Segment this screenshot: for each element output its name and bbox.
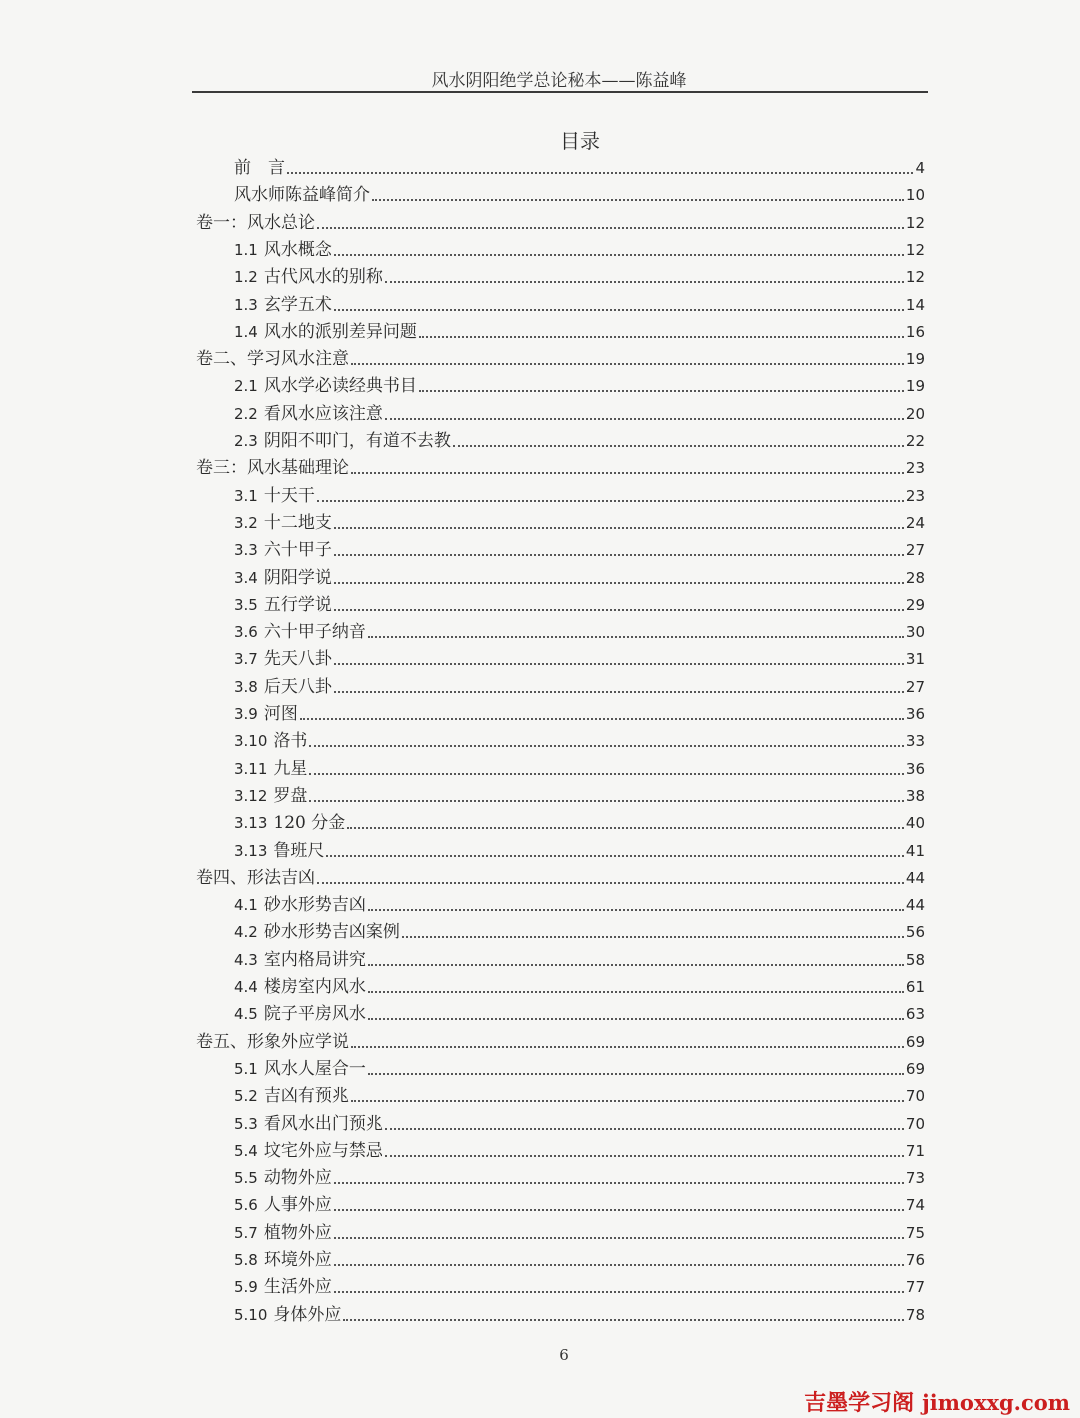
toc-entry[interactable]	[234, 753, 925, 780]
toc-entry-label: 卷三：风水基础理论	[196, 458, 349, 478]
dot-leader	[326, 854, 904, 857]
toc-entry-number: 4.5	[234, 1005, 258, 1023]
dot-leader	[385, 280, 904, 283]
toc-entry[interactable]	[234, 179, 925, 206]
toc-entry-page: 30	[905, 623, 925, 641]
toc-entry-label: 植物外应	[263, 1223, 332, 1243]
toc-entry[interactable]	[234, 425, 925, 452]
dot-leader	[453, 444, 904, 447]
toc-entry-page: 69	[905, 1060, 925, 1078]
toc-entry-label: 吉凶有预兆	[263, 1086, 349, 1106]
toc-entry-number: 1.4	[234, 323, 258, 341]
toc-entry-page: 29	[905, 596, 925, 614]
toc-entry-page: 19	[905, 350, 925, 368]
toc-entry-label: 卷五、形象外应学说	[196, 1032, 349, 1052]
toc-entry-page: 38	[905, 787, 925, 805]
toc-entry[interactable]	[234, 316, 925, 343]
toc-entry[interactable]	[234, 1162, 925, 1189]
toc-entry-label: 卷四、形法吉凶	[196, 868, 315, 888]
dot-leader	[368, 1072, 904, 1075]
toc-entry-page: 27	[905, 541, 925, 559]
dot-leader	[351, 471, 904, 474]
toc-entry-number: 1.1	[234, 241, 258, 259]
toc-entry-number: 1.3	[234, 296, 258, 314]
toc-entry[interactable]	[234, 370, 925, 397]
toc-entry-page: 56	[905, 923, 925, 941]
toc-entry-number: 3.6	[234, 623, 258, 641]
toc-entry[interactable]	[234, 944, 925, 971]
toc-entry-label: 九星	[273, 759, 308, 779]
toc-entry-number: 5.1	[234, 1060, 258, 1078]
toc-entry-number: 2.3	[234, 432, 258, 450]
dot-leader	[385, 1127, 904, 1130]
toc-entry-page: 4	[915, 159, 925, 177]
dot-leader	[351, 1099, 904, 1102]
toc-entry-label: 阴阳不叩门，有道不去教	[263, 431, 451, 451]
watermark	[804, 1386, 1070, 1417]
toc-entry-number: 4.3	[234, 951, 258, 969]
toc-entry-page: 71	[905, 1142, 925, 1160]
watermark-cn: 吉墨学习阁	[804, 1391, 915, 1416]
toc-entry[interactable]	[234, 671, 925, 698]
toc-entry-number: 5.4	[234, 1142, 258, 1160]
toc-entry-label: 室内格局讲究	[263, 950, 366, 970]
toc-entry[interactable]	[234, 1135, 925, 1162]
toc-entry[interactable]	[234, 1244, 925, 1271]
dot-leader	[309, 799, 904, 802]
dot-leader	[334, 1181, 904, 1184]
toc-entry-number: 3.13	[234, 814, 268, 832]
toc-entry-page: 74	[905, 1196, 925, 1214]
toc-entry-label: 楼房室内风水	[263, 977, 366, 997]
toc-entry-page: 27	[905, 678, 925, 696]
toc-entry-page: 44	[905, 896, 925, 914]
toc-entry-label: 120 分金	[273, 813, 346, 833]
toc-entry-label: 砂水形势吉凶案例	[263, 922, 400, 942]
toc-entry[interactable]	[234, 152, 925, 179]
toc-entry-number: 4.1	[234, 896, 258, 914]
toc-entry-label: 看风水出门预兆	[263, 1114, 383, 1134]
toc-entry-page: 41	[905, 842, 925, 860]
toc-entry-page: 58	[905, 951, 925, 969]
toc-entry-page: 78	[905, 1306, 925, 1324]
toc-entry[interactable]	[196, 207, 925, 234]
dot-leader	[347, 826, 904, 829]
toc-entry-label: 十二地支	[263, 513, 332, 533]
toc-entry-number: 3.2	[234, 514, 258, 532]
toc-entry[interactable]	[234, 780, 925, 807]
header-rule	[192, 91, 928, 93]
toc-entry-number: 4.2	[234, 923, 258, 941]
toc-entry-number: 3.11	[234, 760, 268, 778]
toc-entry[interactable]	[196, 343, 925, 370]
toc-entry-number: 4.4	[234, 978, 258, 996]
dot-leader	[334, 526, 904, 529]
page-number: 6	[559, 1346, 569, 1364]
toc-entry-label: 罗盘	[273, 786, 308, 806]
toc-entry-label: 生活外应	[263, 1277, 332, 1297]
toc-entry-number: 3.9	[234, 705, 258, 723]
toc-entry-label: 卷二、学习风水注意	[196, 349, 349, 369]
toc-entry-label: 卷一：风水总论	[196, 213, 315, 233]
toc-title: 目录	[560, 129, 600, 153]
toc-entry-label: 古代风水的别称	[263, 267, 383, 287]
dot-leader	[343, 1318, 904, 1321]
dot-leader	[334, 308, 904, 311]
toc-entry-page: 63	[905, 1005, 925, 1023]
dot-leader	[317, 226, 904, 229]
toc-entry-label: 前 言	[234, 158, 285, 178]
toc-entry[interactable]	[234, 998, 925, 1025]
dot-leader	[368, 1017, 904, 1020]
dot-leader	[419, 389, 904, 392]
toc-entry-label: 风水人屋合一	[263, 1059, 366, 1079]
dot-leader	[385, 1154, 904, 1157]
toc-entry-number: 3.1	[234, 487, 258, 505]
toc-entry-page: 20	[905, 405, 925, 423]
toc-entry-label: 六十甲子	[263, 540, 332, 560]
toc-entry-label: 看风水应该注意	[263, 404, 383, 424]
toc-entry-page: 10	[905, 186, 925, 204]
toc-entry-label: 后天八卦	[263, 677, 332, 697]
toc-entry-label: 洛书	[273, 731, 308, 751]
dot-leader	[317, 499, 904, 502]
toc-entry[interactable]	[234, 916, 925, 943]
toc-entry-page: 36	[905, 760, 925, 778]
toc-entry-number: 3.5	[234, 596, 258, 614]
dot-leader	[334, 253, 904, 256]
toc-entry-page: 40	[905, 814, 925, 832]
toc-entry-number: 3.7	[234, 650, 258, 668]
toc-entry-page: 73	[905, 1169, 925, 1187]
toc-entry-number: 5.7	[234, 1224, 258, 1242]
toc-entry-page: 28	[905, 569, 925, 587]
toc-entry-page: 70	[905, 1115, 925, 1133]
toc-entry[interactable]	[234, 1217, 925, 1244]
toc-entry-label: 人事外应	[263, 1195, 332, 1215]
toc-entry-label: 砂水形势吉凶	[263, 895, 366, 915]
toc-entry-page: 23	[905, 459, 925, 477]
toc-entry-label: 十天干	[263, 486, 315, 506]
toc-entry-label: 玄学五术	[263, 295, 332, 315]
toc-entry-label: 先天八卦	[263, 649, 332, 669]
toc-entry[interactable]	[234, 1108, 925, 1135]
toc-entry-number: 5.8	[234, 1251, 258, 1269]
dot-leader	[372, 198, 904, 201]
toc-entry-number: 3.13	[234, 842, 268, 860]
toc-entry-page: 24	[905, 514, 925, 532]
toc-entry-page: 19	[905, 377, 925, 395]
toc-entry[interactable]	[234, 835, 925, 862]
dot-leader	[334, 553, 904, 556]
toc-entry-label: 身体外应	[273, 1305, 342, 1325]
toc-entry-label: 风水概念	[263, 240, 332, 260]
dot-leader	[351, 1045, 904, 1048]
toc-entry-page: 12	[905, 268, 925, 286]
dot-leader	[334, 1290, 904, 1293]
toc-entry-label: 动物外应	[263, 1168, 332, 1188]
toc-entry[interactable]	[234, 889, 925, 916]
dot-leader	[334, 581, 904, 584]
toc-entry-label: 五行学说	[263, 595, 332, 615]
toc-entry[interactable]	[234, 1053, 925, 1080]
dot-leader	[334, 662, 904, 665]
toc-entry-number: 2.2	[234, 405, 258, 423]
toc-entry-page: 75	[905, 1224, 925, 1242]
dot-leader	[402, 935, 904, 938]
toc-entry-page: 61	[905, 978, 925, 996]
toc-entry-label: 河图	[263, 704, 298, 724]
dot-leader	[334, 1236, 904, 1239]
toc-entry-label: 风水学必读经典书目	[263, 376, 417, 396]
toc-entry[interactable]	[234, 1271, 925, 1298]
toc-entry[interactable]	[234, 971, 925, 998]
dot-leader	[317, 881, 904, 884]
toc-entry[interactable]	[196, 452, 925, 479]
toc-entry[interactable]	[234, 289, 925, 316]
dot-leader	[287, 171, 913, 174]
running-header: 风水阴阳绝学总论秘本——陈益峰	[431, 71, 687, 91]
dot-leader	[334, 1208, 904, 1211]
dot-leader	[334, 608, 904, 611]
toc-entry-number: 1.2	[234, 268, 258, 286]
toc-entry-label: 鲁班尺	[273, 841, 325, 861]
toc-entry-number: 3.3	[234, 541, 258, 559]
toc-entry-number: 3.10	[234, 732, 268, 750]
toc-entry-number: 5.5	[234, 1169, 258, 1187]
toc-entry-page: 36	[905, 705, 925, 723]
toc-entry[interactable]	[234, 534, 925, 561]
dot-leader	[385, 417, 904, 420]
toc-entry-number: 3.8	[234, 678, 258, 696]
toc-entry-number: 5.3	[234, 1115, 258, 1133]
toc-entry[interactable]	[234, 643, 925, 670]
toc-entry[interactable]	[234, 1189, 925, 1216]
dot-leader	[368, 908, 904, 911]
dot-leader	[419, 335, 904, 338]
toc-entry-page: 70	[905, 1087, 925, 1105]
toc-entry[interactable]	[234, 807, 925, 834]
toc-entry-page: 23	[905, 487, 925, 505]
toc-entry-number: 5.6	[234, 1196, 258, 1214]
toc-entry-page: 76	[905, 1251, 925, 1269]
toc-entry-page: 12	[905, 214, 925, 232]
toc-entry-number: 2.1	[234, 377, 258, 395]
toc-entry[interactable]	[234, 725, 925, 752]
toc-entry-page: 16	[905, 323, 925, 341]
toc-entry-label: 风水的派别差异问题	[263, 322, 417, 342]
toc-entry-page: 69	[905, 1033, 925, 1051]
toc-entry-page: 33	[905, 732, 925, 750]
toc-entry[interactable]	[234, 616, 925, 643]
toc-entry[interactable]	[234, 1299, 925, 1326]
toc-entry[interactable]	[234, 1080, 925, 1107]
toc-entry-page: 12	[905, 241, 925, 259]
toc-entry-number: 5.10	[234, 1306, 268, 1324]
toc-entry-number: 3.4	[234, 569, 258, 587]
toc-entry-number: 5.9	[234, 1278, 258, 1296]
toc-entry-page: 44	[905, 869, 925, 887]
dot-leader	[334, 1263, 904, 1266]
toc-entry-number: 5.2	[234, 1087, 258, 1105]
toc-entry-label: 坟宅外应与禁忌	[263, 1141, 383, 1161]
toc-entry[interactable]	[234, 562, 925, 589]
toc-entry[interactable]	[234, 589, 925, 616]
toc-entry[interactable]	[234, 480, 925, 507]
toc-entry-label: 环境外应	[263, 1250, 332, 1270]
watermark-url: jimoxxg.com	[922, 1390, 1070, 1415]
dot-leader	[334, 690, 904, 693]
dot-leader	[368, 635, 904, 638]
toc-entry-number: 3.12	[234, 787, 268, 805]
dot-leader	[309, 772, 904, 775]
toc-entry-page: 22	[905, 432, 925, 450]
toc-entry[interactable]	[234, 261, 925, 288]
dot-leader	[300, 717, 904, 720]
dot-leader	[309, 744, 904, 747]
dot-leader	[368, 963, 904, 966]
dot-leader	[368, 990, 904, 993]
toc-entry-page: 31	[905, 650, 925, 668]
toc-entry-page: 14	[905, 296, 925, 314]
toc-entry[interactable]	[196, 1026, 925, 1053]
toc-entry-label: 阴阳学说	[263, 568, 332, 588]
toc-entry[interactable]	[234, 698, 925, 725]
toc-entry[interactable]	[234, 398, 925, 425]
toc-entry[interactable]	[234, 234, 925, 261]
toc-entry-page: 77	[905, 1278, 925, 1296]
toc-entry-label: 院子平房风水	[263, 1004, 366, 1024]
toc-entry[interactable]	[196, 862, 925, 889]
toc-entry-label: 风水师陈益峰简介	[234, 185, 370, 205]
toc-entry-label: 六十甲子纳音	[263, 622, 366, 642]
toc-entry[interactable]	[234, 507, 925, 534]
dot-leader	[351, 362, 904, 365]
